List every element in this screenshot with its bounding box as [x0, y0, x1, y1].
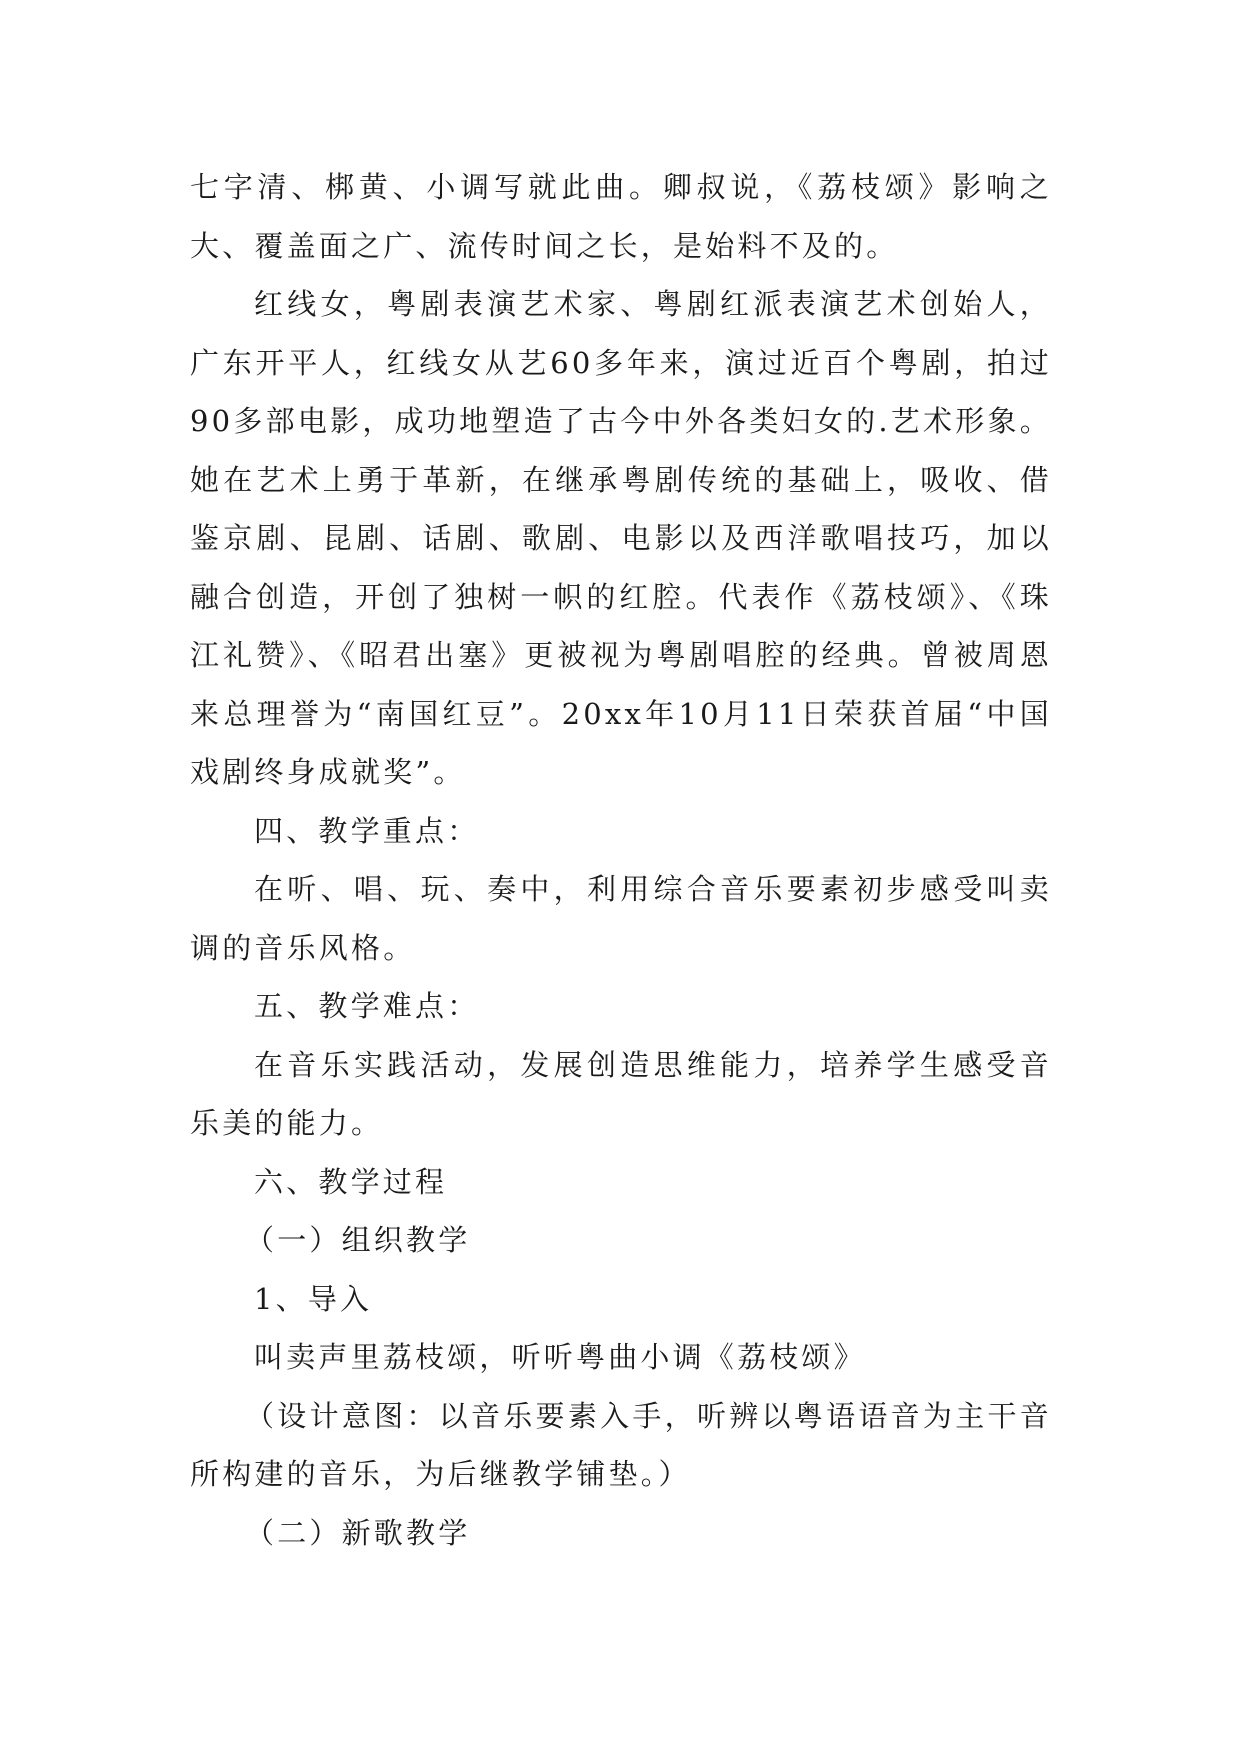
paragraph-litchi-intro: 七字清、梆黄、小调写就此曲。卿叔说，《荔枝颂》影响之大、覆盖面之广、流传时间之长，是始料不及的。	[190, 170, 1052, 263]
paragraph-design-intent: （设计意图：以音乐要素入手，听辨以粤语语音为主干音所构建的音乐，为后继教学铺垫。）	[190, 1398, 1052, 1491]
subheading-new-song-teaching: （二）新歌教学	[245, 1515, 471, 1550]
paragraph-teaching-focus: 在听、唱、玩、奏中，利用综合音乐要素初步感受叫卖调的音乐风格。	[190, 872, 1052, 965]
heading-teaching-focus: 四、教学重点：	[254, 813, 480, 848]
subheading-organize-teaching: （一）组织教学	[245, 1223, 471, 1257]
document-body	[190, 158, 1052, 1562]
heading-teaching-difficulty: 五、教学难点：	[254, 989, 480, 1023]
heading-teaching-process: 六、教学过程	[254, 1164, 448, 1199]
paragraph-teaching-difficulty: 在音乐实践活动，发展创造思维能力，培养学生感受音乐美的能力。	[190, 1047, 1052, 1140]
paragraph-introduction: 叫卖声里荔枝颂，听听粤曲小调《荔枝颂》	[254, 1340, 866, 1374]
paragraph-hongxiannv-bio: 红线女，粤剧表演艺术家、粤剧红派表演艺术创始人，广东开平人，红线女从艺60多年来，演过近百个粤剧，拍过90多部电影，成功地塑造了古今中外各类妇女的.艺术形象。她在艺术上勇于革新，在继承粤剧传统的基础上，吸收、借鉴京剧、昆剧、话剧、歌剧、电影以及西洋歌唱技巧，加以融合创造，开创了独树一帜的红腔。代表作《荔枝颂》、《珠江礼赞》、《昭君出塞》更被视为粤剧唱腔的经典。曾被周恩来总理誉为“南国红豆”。20xx年10月11日荣获首届“中国戏剧终身成就奖”。	[190, 287, 1052, 789]
subheading-introduction: 1、导入	[254, 1281, 373, 1316]
